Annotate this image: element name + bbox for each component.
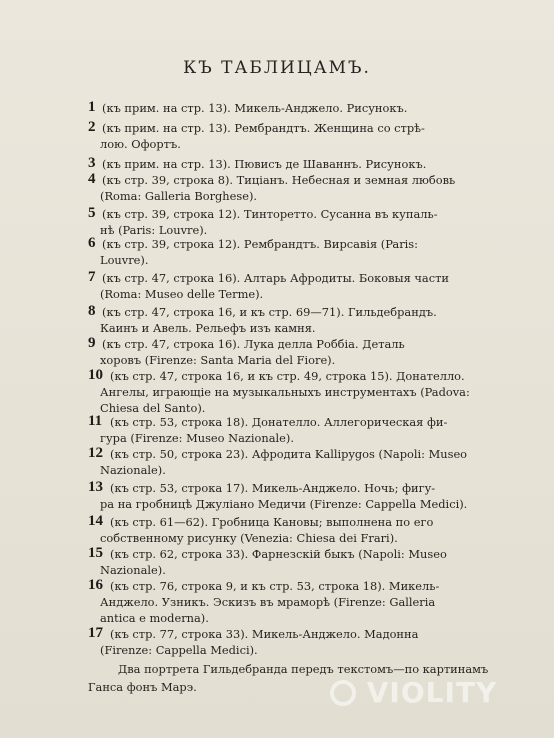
- plate-number: 16: [88, 577, 103, 593]
- plate-number: 8: [88, 303, 96, 319]
- plate-description-line: (къ стр. 39, строка 12). Рембрандтъ. Вирсавія (Paris:: [102, 237, 418, 251]
- plate-description-line: (къ стр. 77, строка 33). Микель-Анджело. Мадонна: [110, 627, 419, 641]
- plate-description-line: собственному рисунку (Venezia: Chiesa dei Frari).: [100, 531, 398, 545]
- plate-entry: [88, 446, 467, 478]
- plate-entry: [88, 336, 405, 368]
- plate-description-line: (къ стр. 53, строка 18). Донателло. Аллегорическая фи-: [110, 415, 448, 429]
- plate-entry: [88, 514, 433, 546]
- plate-entry: [88, 626, 418, 658]
- plate-description-line: Ангелы, играющіе на музыкальныхъ инструментахъ (Padova:: [100, 385, 470, 399]
- plate-description-line: (Firenze: Cappella Medici).: [100, 643, 258, 657]
- plate-entry: [88, 270, 449, 302]
- plate-description-line: antica e moderna).: [100, 611, 209, 625]
- plate-description-line: (къ прим. на стр. 13). Пювисъ де Шаваннъ. Рисунокъ.: [102, 157, 427, 171]
- plate-description-line: (къ стр. 47, строка 16). Алтарь Афродиты. Боковыя части: [102, 271, 449, 285]
- page-title: КЪ ТАБЛИЦАМЪ.: [183, 58, 371, 78]
- footer-line-2: Ганса фонъ Марэ.: [88, 680, 197, 694]
- plate-number: 3: [88, 155, 96, 171]
- plate-entry: [88, 236, 418, 268]
- plate-number: 14: [88, 513, 103, 529]
- plate-number: 2: [88, 119, 96, 135]
- plate-description-line: (Roma: Museo delle Terme).: [100, 287, 264, 301]
- plate-description-line: (къ стр. 47, строка 16, и къ стр. 69—71). Гильдебрандъ.: [102, 305, 437, 319]
- plate-entry: [88, 546, 447, 578]
- plate-description-line: (къ стр. 62, строка 33). Фарнезскій быкъ (Napoli: Museo: [110, 547, 447, 561]
- plate-number: 7: [88, 269, 96, 285]
- plate-number: 9: [88, 335, 96, 351]
- plate-number: 17: [88, 625, 103, 641]
- plate-description-line: Nazionale).: [100, 463, 166, 477]
- plate-number: 4: [88, 171, 96, 187]
- plate-number: 1: [88, 99, 96, 115]
- plate-entry: [88, 578, 439, 626]
- plate-number: 11: [88, 413, 103, 429]
- plate-description-line: Каинъ и Авель. Рельефъ изъ камня.: [100, 321, 316, 335]
- plate-entry: [88, 304, 437, 336]
- plate-entry: [88, 100, 407, 116]
- plate-description-line: (къ прим. на стр. 13). Микель-Анджело. Рисунокъ.: [102, 101, 408, 115]
- watermark-logo-icon: [330, 680, 356, 706]
- plate-entry: [88, 480, 467, 512]
- plate-description-line: (къ стр. 61—62). Гробница Кановы; выполнена по его: [110, 515, 434, 529]
- plate-description-line: Nazionale).: [100, 563, 166, 577]
- plate-description-line: (къ стр. 39, строка 8). Тиціанъ. Небесная и земная любовь: [102, 173, 456, 187]
- watermark: [330, 676, 497, 709]
- footer-line-1: Два портрета Гильдебранда передъ текстомъ—по картинамъ: [118, 662, 489, 676]
- plate-description-line: лою. Офортъ.: [100, 137, 181, 151]
- plate-description-line: (къ стр. 50, строка 23). Афродита Kallipygos (Napoli: Museo: [110, 447, 468, 461]
- plate-description-line: Анджело. Узникъ. Эскизъ въ мраморѣ (Firenze: Galleria: [100, 595, 436, 609]
- plate-entry: [88, 156, 426, 172]
- plate-description-line: хоровъ (Firenze: Santa Maria del Fiore).: [100, 353, 336, 367]
- plate-number: 10: [88, 367, 103, 383]
- plate-description-line: (къ стр. 47, строка 16). Лука делла Роббіа. Деталь: [102, 337, 405, 351]
- plate-number: 5: [88, 205, 96, 221]
- plate-description-line: (къ стр. 76, строка 9, и къ стр. 53, строка 18). Микель-: [110, 579, 440, 593]
- watermark-text: VIOLITY: [366, 676, 498, 709]
- plate-description-line: ра на гробницѣ Джуліано Медичи (Firenze: Cappella Medici).: [100, 497, 468, 511]
- plate-description-line: (къ стр. 39, строка 12). Тинторетто. Сусанна въ купаль-: [102, 207, 438, 221]
- plate-entry: [88, 368, 470, 416]
- plate-entry: [88, 120, 425, 152]
- plate-description-line: (къ прим. на стр. 13). Рембрандтъ. Женщина со стрѣ-: [102, 121, 425, 135]
- plate-description-line: (къ стр. 53, строка 17). Микель-Анджело. Ночь; фигу-: [110, 481, 436, 495]
- plate-description-line: гура (Firenze: Museo Nazionale).: [100, 431, 294, 445]
- plate-number: 13: [88, 479, 103, 495]
- plate-number: 15: [88, 545, 103, 561]
- plate-entry: [88, 414, 447, 446]
- plate-description-line: (къ стр. 47, строка 16, и къ стр. 49, строка 15). Донателло.: [110, 369, 465, 383]
- plate-description-line: (Roma: Galleria Borghese).: [100, 189, 258, 203]
- plate-description-line: Louvre).: [100, 253, 149, 267]
- plate-number: 6: [88, 235, 96, 251]
- plate-description-line: нѣ (Paris: Louvre).: [100, 223, 208, 237]
- plate-entry: [88, 206, 438, 238]
- plate-description-line: Chiesa del Santo).: [100, 401, 206, 415]
- plate-number: 12: [88, 445, 103, 461]
- plate-entry: [88, 172, 455, 204]
